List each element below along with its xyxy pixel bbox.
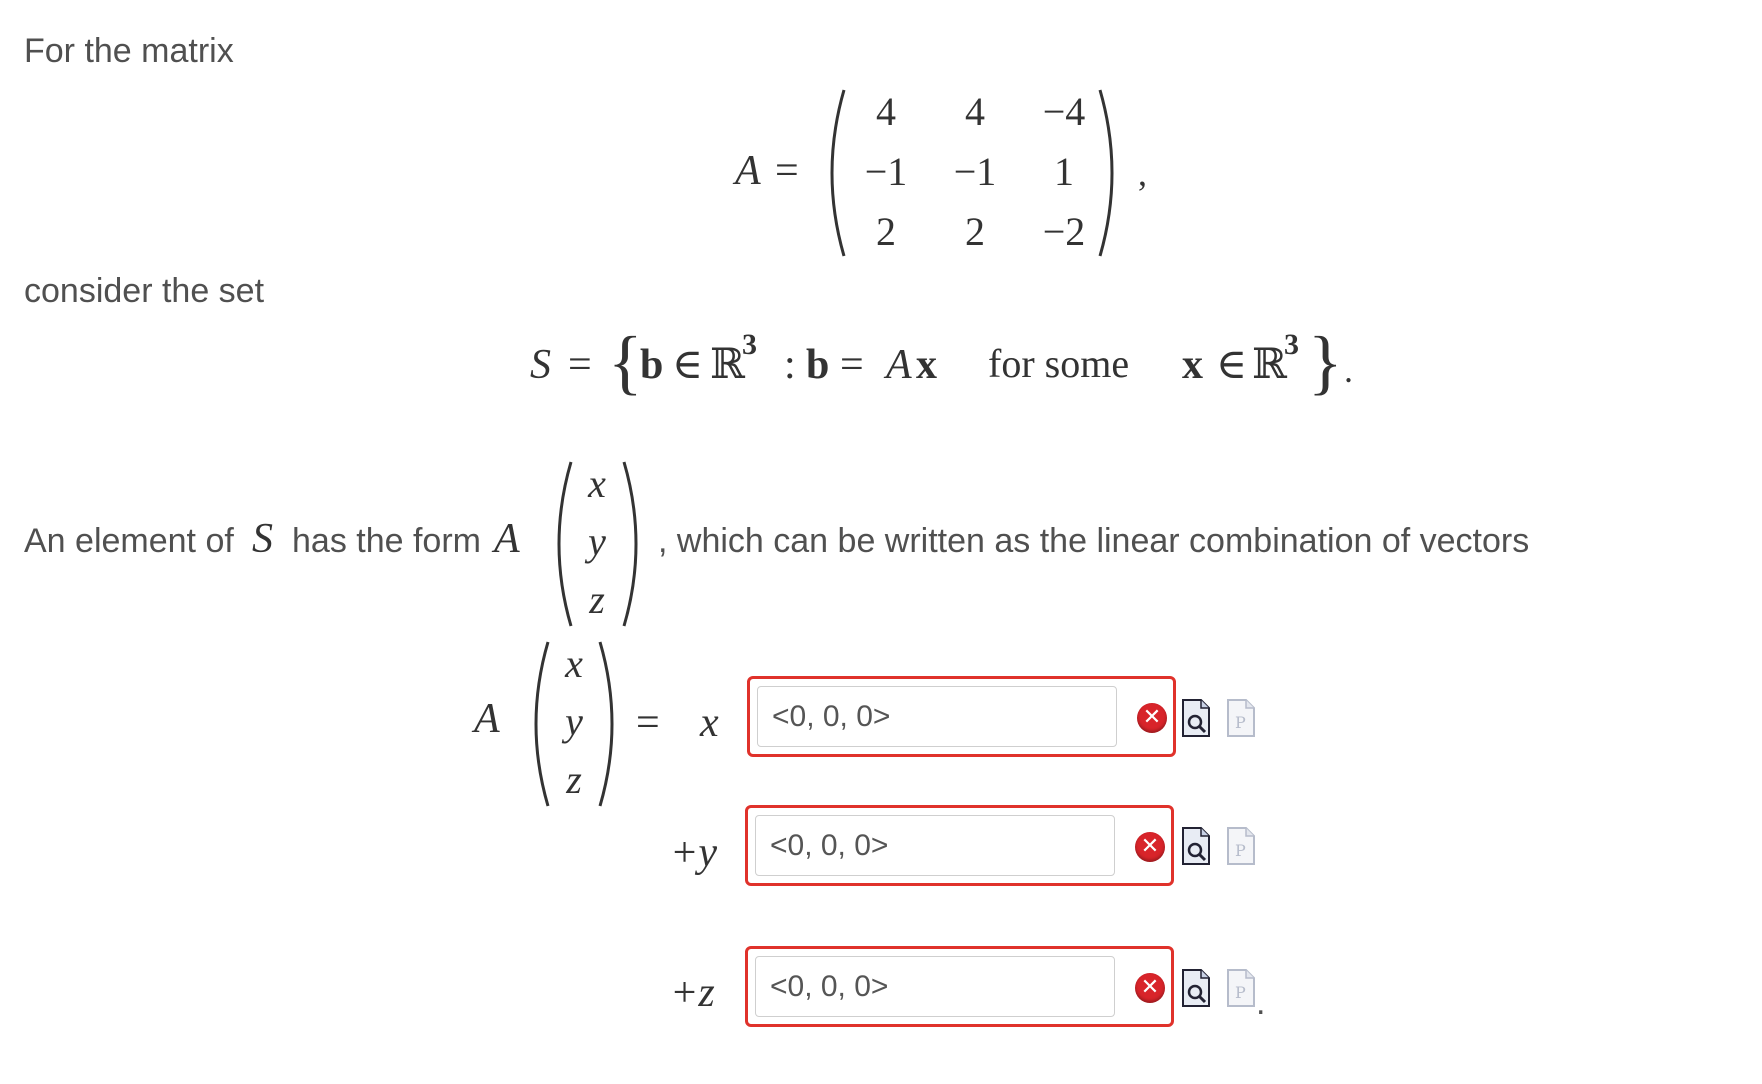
vector-entry-y: y <box>588 519 606 564</box>
combo-left-paren <box>522 640 552 808</box>
set-exponent: 3 <box>1284 328 1299 361</box>
consider-text: consider the set <box>24 272 265 310</box>
set-S: S <box>530 342 551 388</box>
answer-input-z[interactable] <box>755 956 1115 1017</box>
matrix-cell: −1 <box>953 149 997 194</box>
error-x-icon: ✕ <box>1135 832 1165 862</box>
matrix-cell: 2 <box>876 209 896 254</box>
set-b: b <box>806 342 830 388</box>
format-help-icon[interactable] <box>1226 698 1256 738</box>
svg-text:P: P <box>1235 983 1246 1002</box>
set-R: ℝ <box>1252 342 1287 388</box>
answer-box-z <box>745 946 1174 1027</box>
svg-text:P: P <box>1235 713 1246 732</box>
combo-vector-z: z <box>566 757 582 802</box>
matrix-left-paren <box>818 88 848 258</box>
matrix-cell: −4 <box>1042 89 1086 134</box>
matrix-cell: 1 <box>1054 149 1074 194</box>
combo-right-paren <box>596 640 626 808</box>
set-A: A <box>886 342 912 388</box>
set-in: ∈ <box>672 342 704 388</box>
combo-equals: = <box>636 700 660 746</box>
preview-magnifier-icon[interactable] <box>1181 826 1211 866</box>
element-mid: has the form <box>292 522 481 560</box>
answer-box-y <box>745 805 1174 886</box>
preview-magnifier-icon[interactable] <box>1181 698 1211 738</box>
element-S: S <box>252 516 273 562</box>
set-right-brace: } <box>1308 322 1343 402</box>
coef-x: x <box>700 700 719 746</box>
svg-text:P: P <box>1235 841 1246 860</box>
combo-vector-x: x <box>565 641 583 686</box>
error-x-icon: ✕ <box>1135 973 1165 1003</box>
set-x: x <box>1182 342 1203 388</box>
element-prefix: An element of <box>24 522 234 560</box>
coef-z: +z <box>670 970 715 1016</box>
set-R: ℝ <box>710 342 745 388</box>
coef-y: +y <box>670 830 717 876</box>
format-help-icon[interactable] <box>1226 968 1256 1008</box>
set-period: . <box>1344 350 1353 390</box>
answer-input-y[interactable] <box>755 815 1115 876</box>
element-A: A <box>494 516 520 562</box>
format-help-icon[interactable] <box>1226 826 1256 866</box>
matrix-trailing-comma: , <box>1138 153 1147 193</box>
matrix-cell: 4 <box>965 89 985 134</box>
set-colon: : <box>784 342 796 388</box>
set-eq: = <box>840 342 864 388</box>
combo-A: A <box>474 696 500 742</box>
vector-entry-z: z <box>589 577 605 622</box>
combo-period: . <box>1256 984 1266 1022</box>
set-left-brace: { <box>608 322 643 402</box>
preview-magnifier-icon[interactable] <box>1181 968 1211 1008</box>
set-b: b <box>640 342 664 388</box>
element-suffix: , which can be written as the linear combination of vectors <box>658 522 1530 560</box>
set-eq: = <box>568 342 592 388</box>
set-for-some: for some <box>988 341 1130 386</box>
combo-vector-y: y <box>565 699 583 744</box>
matrix-cell: −1 <box>864 149 908 194</box>
set-exponent: 3 <box>742 328 757 361</box>
intro-text: For the matrix <box>24 32 234 70</box>
matrix-cell: −2 <box>1042 209 1086 254</box>
set-x: x <box>916 342 937 388</box>
error-x-icon: ✕ <box>1137 703 1167 733</box>
vector-entry-x: x <box>588 461 606 506</box>
matrix-equals: = <box>775 148 799 194</box>
vector-right-paren <box>620 460 650 628</box>
answer-box-x <box>747 676 1176 757</box>
set-in: ∈ <box>1216 342 1248 388</box>
matrix-name: A <box>735 148 761 194</box>
answer-input-x[interactable] <box>757 686 1117 747</box>
vector-left-paren <box>545 460 575 628</box>
matrix-cell: 4 <box>876 89 896 134</box>
matrix-cell: 2 <box>965 209 985 254</box>
